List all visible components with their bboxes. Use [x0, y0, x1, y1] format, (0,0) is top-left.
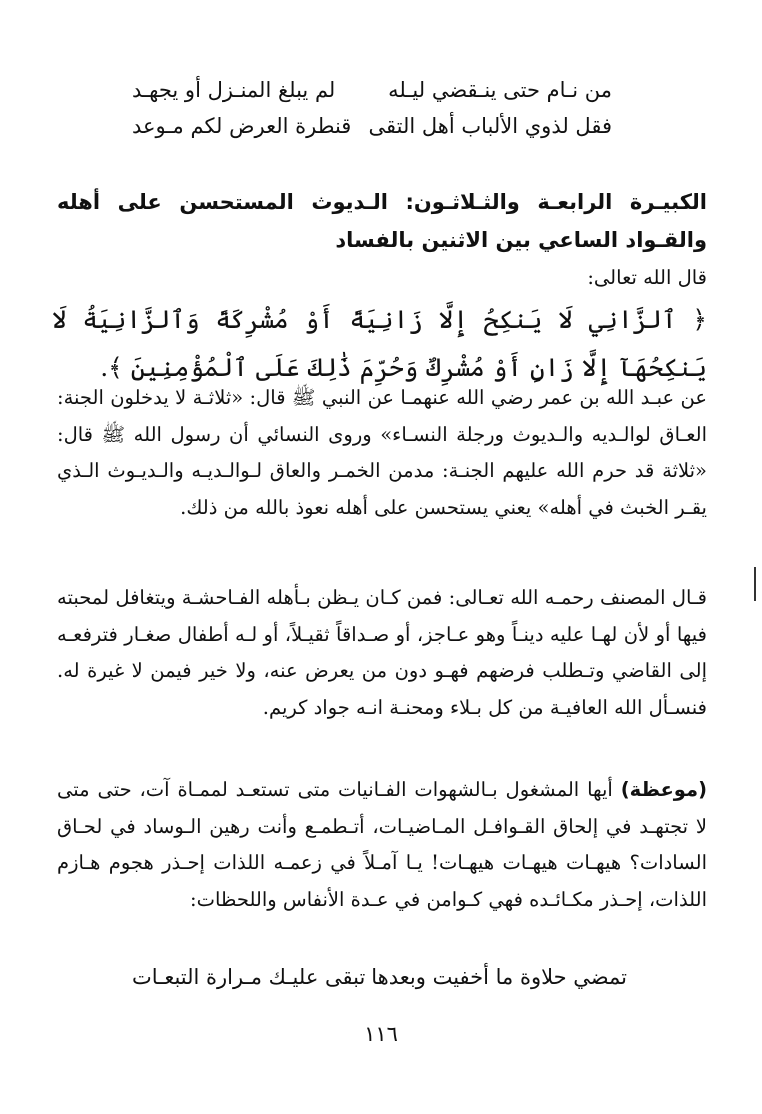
sermon-text: أيها المشغول بـالشهوات الفـانيات متى تستعـد لممـاة آت، حتى متى لا تجتهـد في إلحاق القـوافـل المـاضيـات، أتـطمـع وأنت رهين الـوساد في لحـاق السادات؟ هيهـات هيهـات هيهـات! يـا آمـلاً في زعمـه اللذات إحـذر هجوم هـازم اللذات، إحـذر مكـائـده فهي كـوامن في عـدة الأنفاس واللحظات:: [57, 778, 707, 911]
poem-hemistich-left: تبقى عليـك مـرارة التبعـات: [132, 965, 366, 989]
quran-verse: ﴿ ٱلزَّانِي لَا يَنكِحُ إِلَّا زَانِيَةً أَوْ مُشْرِكَةً وَٱلزَّانِيَةُ لَا يَنكِحُهَآ إِلَّا زَانٍ أَوْ مُشْرِكٌ وَحُرِّمَ ذَٰلِكَ عَلَى ٱلْمُؤْمِنِينَ ﴾.: [52, 305, 707, 382]
bottom-poem-line: [132, 962, 627, 992]
poem-hemistich-right: فقل لذوي الألباب أهل التقى: [368, 114, 612, 138]
poem-hemistich-right: من نـام حتى ينـقضي ليـله: [388, 78, 612, 102]
page-number: ١١٦: [364, 1022, 398, 1046]
chapter-heading: الكبيـرة الرابعـة والثـلاثـون: الـديوث المستحسن على أهله والقـواد الساعي بين الاثنين بالفساد: [57, 190, 707, 252]
poem-hemistich-right: تمضي حلاوة ما أخفيت وبعدها: [371, 965, 627, 989]
poem-hemistich-left: قنطرة العرض لكم مـوعد: [132, 114, 352, 138]
poem-hemistich-left: لم يبلغ المنـزل أو يجهـد: [132, 78, 336, 102]
hadith-paragraph: عن عبـد الله بن عمر رضي الله عنهمـا عن النبي ﷺ قال: «ثلاثـة لا يدخلون الجنة: العـاق لوالـديه والـديوث ورجلة النسـاء» وروى النسائي أن رسول الله ﷺ قال: «ثلاثة قد حرم الله عليهم الجنـة: مدمن الخمـر والعاق لـوالـديـه والـديـوث الـذي يقـر الخبث في أهله» يعني يستحسن على أهله نعوذ بالله من ذلك.: [57, 386, 707, 519]
poem-line-2: [132, 111, 612, 141]
page-edge-mark: [754, 567, 756, 601]
sermon-label: (موعظة): [620, 778, 707, 801]
poem-line-1: [132, 75, 612, 105]
intro-label: قال الله تعالى:: [587, 266, 707, 289]
author-paragraph: قـال المصنف رحمـه الله تعـالى: فمن كـان يـظن بـأهله الفـاحشـة ويتغافل لمحبته فيها أو لأن لهـا عليه دينـاً وهو عـاجز، أو صـداقاً ثقيـلاً، أو لـه أطفال صغـار فترفعـه إلى القاضي وتـطلب فرضهم فهـو دون من يعرض عنه، ولا خير فيمن لا غيرة له. فنسـأل الله العافيـة من كل بـلاء ومحنـة انـه جواد كريم.: [57, 586, 707, 719]
sermon-paragraph: [57, 772, 707, 918]
